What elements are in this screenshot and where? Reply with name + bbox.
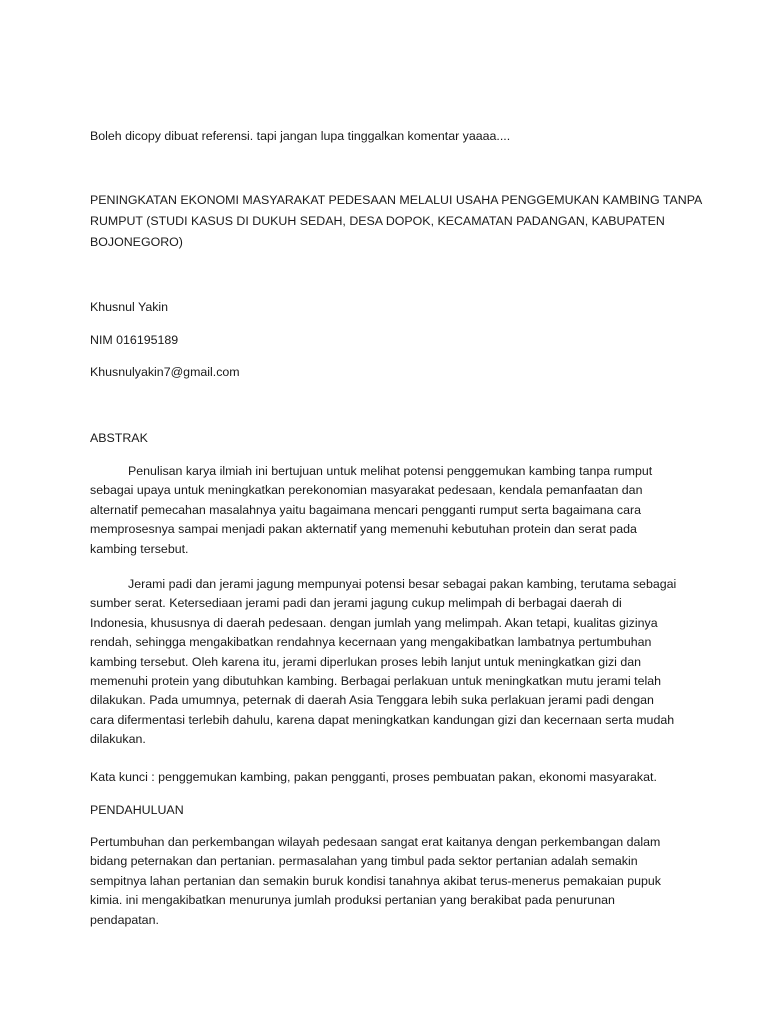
author-email: Khusnulyakin7@gmail.com: [90, 365, 240, 379]
abstract-paragraph-2: Jerami padi dan jerami jagung mempunyai potensi besar sebagai pakan kambing, terutama sebagai sumber serat. Ketersediaan jerami padi dan jerami jagung cukup melimpah di berbagai daerah di Indonesia, khususnya di daerah pedesaan. dengan jumlah yang melimpah. Akan tetapi, kualitas gizinya rendah, sehingga mengakibatkan rendahnya kecernaan yang mengakibatkan lambatnya pertumbuhan kambing tersebut. Oleh karena itu, jerami diperlukan proses lebih lanjut untuk meningkatkan gizi dan memenuhi protein yang dibutuhkan kambing. Berbagai perlakuan untuk meningkatkan mutu jerami telah dilakukan. Pada umumnya, peternak di daerah Asia Tenggara lebih suka perlakuan jerami padi dengan cara difermentasi terlebih dahulu, karena dapat meningkatkan kandungan gizi dan kecernaan serta mudah dilakukan.: [90, 577, 677, 747]
author-name: Khusnul Yakin: [90, 300, 169, 314]
title-line-1: PENINGKATAN EKONOMI MASYARAKAT PEDESAAN MELALUI USAHA PENGGEMUKAN KAMBING TANPA: [90, 193, 703, 207]
introduction-heading: PENDAHULUAN: [90, 803, 184, 817]
title-line-3: BOJONEGORO): [90, 235, 183, 249]
abstract-paragraph-1: Penulisan karya ilmiah ini bertujuan untuk melihat potensi penggemukan kambing tanpa rumput sebagai upaya untuk meningkatkan perekonomian masyarakat pedesaan, kendala pemanfaatan dan alternatif pemecahan masalahnya yaitu bagaimana mencari pengganti rumput serta bagaimana cara memprosesnya sampai menjadi pakan akternatif yang memenuhi kebutuhan protein dan serat pada kambing tersebut.: [90, 464, 653, 556]
intro-note: Boleh dicopy dibuat referensi. tapi jangan lupa tinggalkan komentar yaaaa....: [90, 129, 511, 143]
introduction-paragraph-1: Pertumbuhan dan perkembangan wilayah pedesaan sangat erat kaitanya dengan perkembangan dalam bidang peternakan dan pertanian. permasalahan yang timbul pada sektor pertanian adalah semakin sempitnya lahan pertanian dan semakin buruk kondisi tanahnya akibat terus-menerus pemakaian pupuk kimia. ini mengakibatkan menurunya jumlah produksi pertanian yang berakibat pada penurunan pendapatan.: [90, 835, 662, 927]
author-nim: NIM 016195189: [90, 333, 179, 347]
title-line-2: RUMPUT (STUDI KASUS DI DUKUH SEDAH, DESA DOPOK, KECAMATAN PADANGAN, KABUPATEN: [90, 214, 665, 228]
keywords: Kata kunci : penggemukan kambing, pakan pengganti, proses pembuatan pakan, ekonomi masyarakat.: [90, 770, 657, 784]
abstract-heading: ABSTRAK: [90, 431, 148, 445]
